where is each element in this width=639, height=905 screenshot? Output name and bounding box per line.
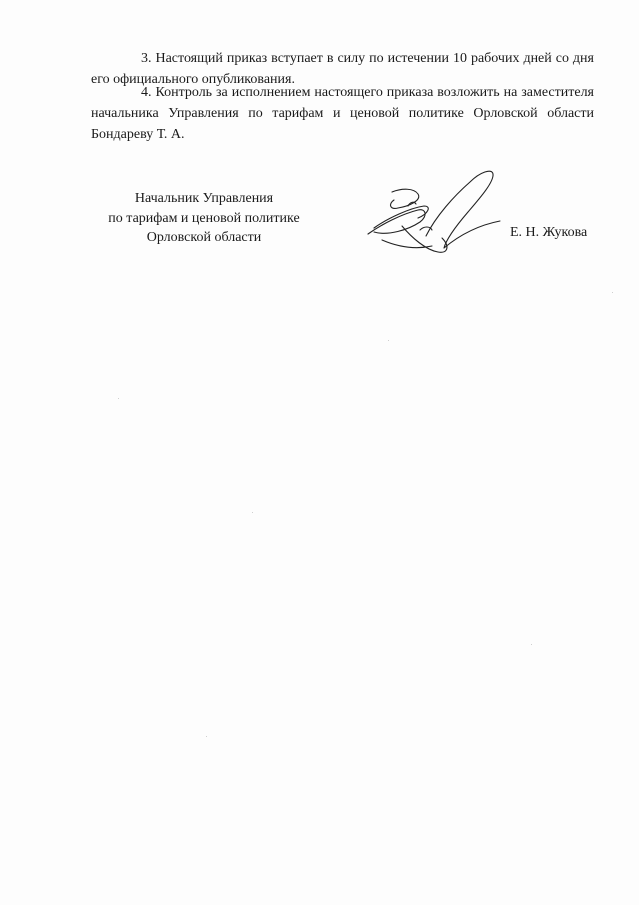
scan-speck: [118, 398, 119, 399]
signer-name: Е. Н. Жукова: [510, 225, 588, 240]
signer-position-line: по тарифам и ценовой политике: [108, 210, 300, 226]
scan-speck: [531, 644, 532, 645]
signer-position-line: Орловской области: [146, 230, 262, 245]
handwritten-signature: [362, 166, 504, 260]
paragraph-control-assignment: 4. Контроль за исполнением настоящего приказа возложить на заместителя начальника Управления по тарифам и ценовой политике Орловской области Бондареву Т. А.: [91, 85, 594, 142]
scan-speck: [612, 292, 613, 293]
signer-position-line: Начальник Управления: [134, 191, 274, 206]
paragraph-effective-date: 3. Настоящий приказ вступает в силу по истечении 10 рабочих дней со дня его официального опубликования.: [91, 51, 594, 87]
scan-speck: [206, 736, 207, 737]
scan-speck: [388, 340, 389, 341]
scan-speck: [252, 512, 253, 513]
signer-position: [91, 189, 317, 248]
